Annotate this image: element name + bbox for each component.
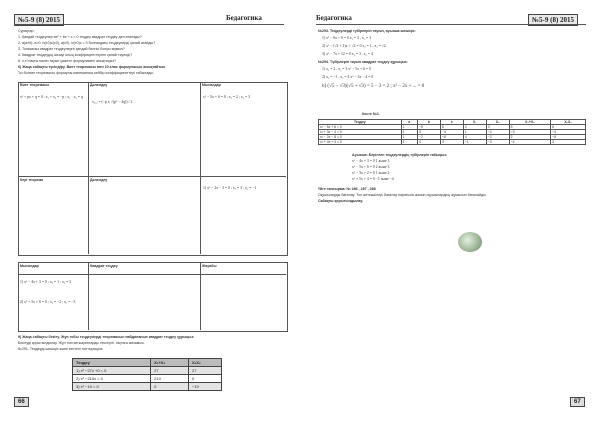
section-title: Бедагогика <box>226 14 262 22</box>
intro-line: 6) Жаңа сабақты түсіндіру. Виет теоремасы мен 10 клас формуласын анықтайтын <box>18 65 166 69</box>
table-row <box>73 375 222 383</box>
lower-text: Бекітуді қорытындылау. Жұп топтап жауаптарды тексеріп, тақтаға жазамыз. <box>18 341 145 345</box>
intro-line: Сурақтар: <box>18 29 35 33</box>
example-col-divider <box>88 262 201 330</box>
proof-col-divider <box>18 82 89 254</box>
header-rule <box>14 24 284 25</box>
coef-header: X₂ <box>486 120 509 125</box>
proof-head-3: Мысалдар <box>202 83 221 87</box>
lower-text: 9) Жаңа сабақты бекіту. Жұп тобы теңдеулерді теоремасын пайдаланып квадрат теңдеу құрыңыз: <box>18 335 195 339</box>
globe-logo-icon <box>458 232 482 252</box>
result-cell: 27 <box>151 367 189 375</box>
coef-cell: 3 <box>417 130 440 135</box>
homework-line: Сабақты қорытындылау. <box>318 199 364 203</box>
viet-proof: x₁,₂ = (−p ± √(p² − 4q)) / 2 <box>92 100 133 104</box>
coef-cell: 6 <box>551 125 586 130</box>
section-title: Бедагогика <box>316 14 352 22</box>
after-table-line: x² − 5x + 6 = 0 2 және 3 <box>352 165 390 169</box>
coef-cell: 6 <box>440 125 463 130</box>
coef-cell: 1 <box>401 125 417 130</box>
subtitle-line: Ты болған теоремасы: формулы математика кейбір коэффициенттері табылады. <box>18 71 154 75</box>
result-cell: 0 <box>151 383 189 391</box>
after-table-line: x² + 5x + 4 = 0 −1 және −4 <box>352 177 394 181</box>
coef-cell: −8 <box>440 135 463 140</box>
after-table-line: Ауызша: Берілген теңдеулердің түбірлерін табыңыз: <box>352 153 448 157</box>
intro-line: 2. a(a≠0), a>0, b(≠0)c(≠0), a(≠0), b(≠0)с = 0 болғандағы теңдеулерді қалай атайды? <box>18 41 156 45</box>
coef-cell: 4 <box>417 140 440 145</box>
result-cell: 210 <box>151 375 189 383</box>
after-table-line: x² − 3x + 2 = 0 1 және 2 <box>352 171 390 175</box>
result-header-cell: Теңдеу <box>73 359 151 367</box>
coef-cell: −3 <box>509 130 550 135</box>
coef-cell: −5 <box>417 125 440 130</box>
coef-cell: 1 <box>401 130 417 135</box>
left-page <box>0 0 298 424</box>
answer-label: Кесте №1. <box>362 112 380 116</box>
coef-header: X₁+X₂ <box>509 120 550 125</box>
coef-cell: −4 <box>551 130 586 135</box>
coef-header: X₁ <box>463 120 486 125</box>
example-row: 1) x² − 4x + 3 = 0 ; x₁ = 1 ; x₂ = 3 <box>20 280 72 284</box>
page-number: 66 <box>14 397 29 407</box>
result-header-cell: X₁+X₂ <box>151 359 189 367</box>
intro-line: 3. Толымсыз квадрат теңдеулерге қандай белгісі болуы мүмкін? <box>18 47 125 51</box>
coef-cell: x² + 4x + 3 = 0 <box>319 140 402 145</box>
coef-cell: 1 <box>463 130 486 135</box>
coef-header: b <box>417 120 440 125</box>
intro-line: 4. Квадрат теңдеудің шешуі оның коэффиценттеріне қалай тәуелді? <box>18 53 133 57</box>
after-table-line: x² − 4x + 3 = 0 1 және 3 <box>352 159 390 163</box>
table-row <box>73 383 222 391</box>
example-row: 2) x² + 5x + 6 = 0 ; x₁ = −2 ; x₂ = −3 <box>20 300 76 304</box>
coef-cell: −2 <box>486 135 509 140</box>
lower-text: №291. Теңдеуді шешіңіз және кестені толтырыңыз: <box>18 347 104 351</box>
example-head-3: Жауабы <box>202 264 217 268</box>
table-row <box>73 367 222 375</box>
exercise-line: 1) x₁ = 2 , x₂ = 3 x² − 5x + 6 = 0 <box>322 67 371 71</box>
coefficient-table <box>318 119 586 145</box>
proof-head-1: Виет теоремасы <box>20 83 50 87</box>
result-cell: −19 <box>188 383 221 391</box>
coef-header: c <box>440 120 463 125</box>
exercise-line: 1) x² − 6x + 9 = 0 x₁ = 3 , x₂ = 3 <box>322 36 371 40</box>
coef-header: a <box>401 120 417 125</box>
example-head-2: Квадрат теңдеу <box>90 264 118 268</box>
intro-line: 5. х-ті нақты мәнін тауып қажетті формуламен анықтаңыз? <box>18 59 116 63</box>
exercise-line: 2) x² − (√2 + 1)x + √2 = 0 x₁ = 1 , x₂ = √2 <box>322 44 386 48</box>
coef-cell: x² + 3x − 4 = 0 <box>319 130 402 135</box>
result-cell: 2) x² −210x = 0 <box>73 375 151 383</box>
coef-cell: 5 <box>509 125 550 130</box>
example-col-divider <box>18 262 89 330</box>
right-page <box>302 0 600 424</box>
coef-cell: −8 <box>551 135 586 140</box>
coef-cell: 3 <box>440 140 463 145</box>
coef-cell: 2 <box>509 135 550 140</box>
coef-header: X₁X₂ <box>551 120 586 125</box>
coef-cell: −2 <box>417 135 440 140</box>
exercise-line: №294. Түбірлерін тауып квадрат теңдеу құрыңыз: <box>318 60 408 64</box>
long-formula: b) (√5 − √3)(√5 + √3) = 5 − 3 = 2 ; x² − 2x + ... = 0 <box>322 84 425 89</box>
intro-line: 1. Қандай теңдеулер ax² + bx + c = 0 теңдеу квадрат теңдеу деп аталады? <box>18 35 142 39</box>
coef-cell: −4 <box>486 130 509 135</box>
coef-cell: 1 <box>401 140 417 145</box>
viet-statement: x² + px + q = 0 ; x₁ + x₂ = −p ; x₁ · x₂ = q <box>20 95 83 99</box>
coef-cell: −4 <box>509 140 550 145</box>
result-table <box>72 358 222 391</box>
homework-line: Үйге тапсырма: № 286 , 287 , 288 <box>318 187 376 191</box>
coef-cell: x² − 2x − 8 = 0 <box>319 135 402 140</box>
example-head-1: Мысалдар <box>20 264 39 268</box>
table-row <box>319 140 586 145</box>
coef-cell: 4 <box>463 135 486 140</box>
coef-cell: 1 <box>401 135 417 140</box>
result-cell: 27 <box>188 367 221 375</box>
result-cell: 0 <box>188 375 221 383</box>
inverse-example: 1) x² − 2x − 3 = 0 ; x₁ = 3 ; x₂ = −1 <box>203 186 257 190</box>
proof-head-2: Дәлелдеу <box>90 83 108 87</box>
result-cell: 1) x² −27x +0 = 0 <box>73 367 151 375</box>
result-cell: 3) x² −19 = 0 <box>73 383 151 391</box>
exercise-line: 2) x₁ = −1 , x₂ = 4 x² − 3x − 4 = 0 <box>322 75 374 79</box>
page-number: 67 <box>570 397 585 407</box>
issue-badge: №5-9 (8) 2015 <box>528 14 578 26</box>
coef-cell: −1 <box>463 140 486 145</box>
coef-cell: −4 <box>440 130 463 135</box>
exercise-line: 3) x² − 7x + 12 = 0 x₁ = 3 , x₂ = 4 <box>322 52 373 56</box>
proof-row-divider <box>18 176 286 177</box>
result-header-cell: X₁X₂ <box>188 359 221 367</box>
coef-header: Теңдеу <box>319 120 402 125</box>
proof-col-divider <box>88 82 201 254</box>
viet-example: x² − 5x + 6 = 0 ; x₁ = 2 ; x₂ = 3 <box>203 95 250 99</box>
coef-cell: x² − 5x + 6 = 0 <box>319 125 402 130</box>
example-row-divider <box>18 274 286 275</box>
exercise-line: №293. Теңдеулерді түбірлерін тауып, ауызша шешіңіз: <box>318 29 416 33</box>
issue-badge: №5-9 (8) 2015 <box>14 14 64 26</box>
coef-cell: 3 <box>551 140 586 145</box>
header-rule <box>316 24 586 25</box>
homework-line: Оқушыларды бағалау. Топ жетекшілері бағалау парағына жазып оқушылардың жұмысын бағалайды. <box>318 193 487 197</box>
coef-cell: −3 <box>486 140 509 145</box>
coef-cell: 3 <box>486 125 509 130</box>
inverse-proof-head: Дәлелдеу <box>90 178 108 182</box>
coef-cell: 2 <box>463 125 486 130</box>
inverse-head: Кері теорема <box>20 178 44 182</box>
